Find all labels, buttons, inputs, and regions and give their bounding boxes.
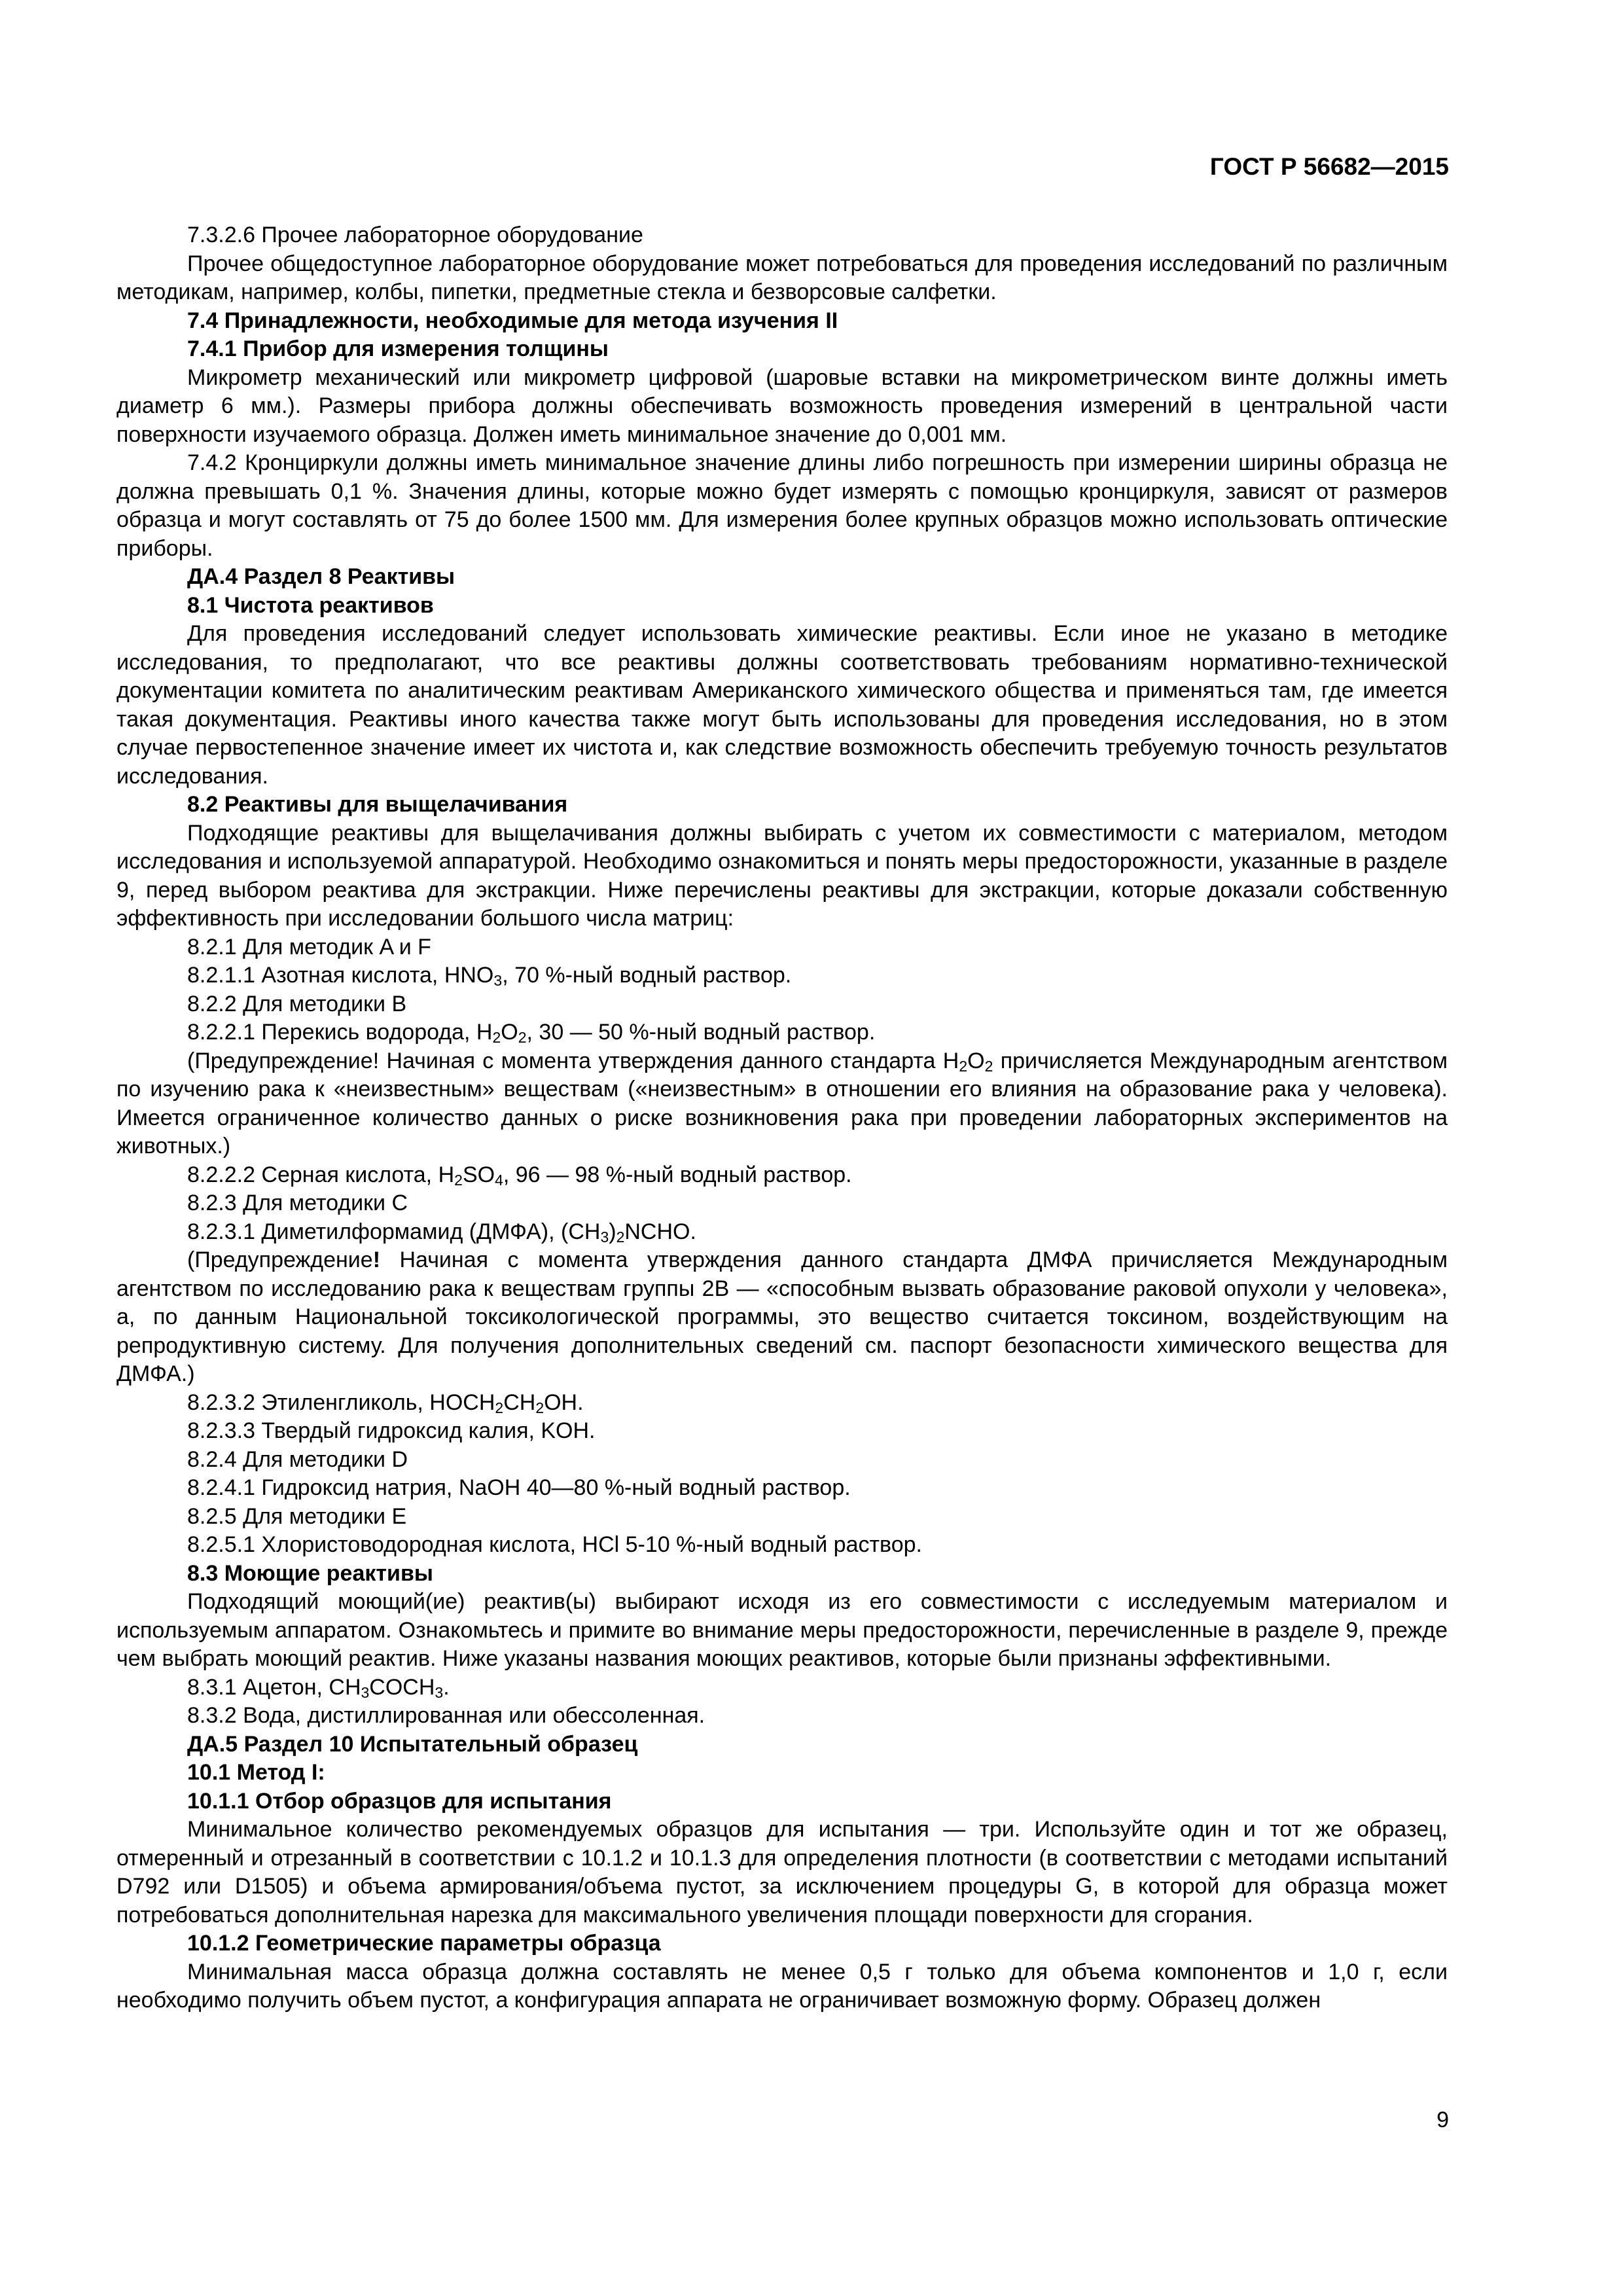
text-run: 8.2.3.2 Этиленгликоль, HOCH [187,1390,495,1415]
text-run: COCH [369,1674,435,1700]
section-heading: 8.2 Реактивы для выщелачивания [187,792,568,817]
paragraph: Минимальная масса образца должна составлять не менее 0,5 г только для объема компонентов и 1,0 г, если необходимо получить объем пустот, а конфигурация аппарата не ограничивает возможную форму. Образец должен [116,1959,1448,2013]
paragraph: 7.3.2.6 Прочее лабораторное оборудование [187,223,643,247]
paragraph: Прочее общедоступное лабораторное оборудование может потребоваться для проведения исследований по различным методикам, например, колбы, пипетки, предметные стекла и безворсовые салфетки. [116,251,1448,304]
subscript: 3 [435,1683,444,1701]
paragraph [116,1389,1448,1418]
paragraph: 8.2.4 Для методики D [187,1446,408,1472]
paragraph: 8.2.3.3 Твердый гидроксид калия, KOH. [187,1418,596,1443]
text-run: O [501,1020,518,1045]
text-run: CH [503,1390,536,1415]
section-heading: 10.1.2 Геометрические параметры образца [187,1931,661,1956]
subscript: 2 [518,1029,527,1046]
text-run: (Предупреждение [187,1247,373,1272]
section-heading: ДА.5 Раздел 10 Испытательный образец [187,1731,638,1757]
paragraph [116,1674,1448,1702]
paragraph [116,1218,1448,1247]
subscript: 3 [493,972,503,989]
text-run: причисляется Международным агентством по изучению рака к «неизвестным» веществам («неизвестным» в отношении его влияния на образование рака у человека). Имеется ограниченное количество данных о риске возникновения рака при проведении лабораторных экспериментов на животных.) [116,1048,1448,1158]
paragraph: Подходящие реактивы для выщелачивания должны выбирать с учетом их совместимости с материалом, методом исследования и используемой аппаратурой. Необходимо ознакомиться и понять меры предосторожности, указанные в разделе 9, перед выбором реактива для экстракции. Ниже перечислены реактивы для экстракции, которые доказали собственную эффективность при исследовании большого числа матриц: [116,820,1448,931]
subscript: 2 [454,1171,463,1189]
document-header: ГОСТ Р 56682—2015 [1209,153,1449,180]
text-run: , 96 — 98 %-ный водный раствор. [503,1162,852,1187]
paragraph [116,1047,1448,1161]
document-body [116,221,1448,2015]
paragraph: Подходящий моющий(ие) реактив(ы) выбирают исходя из его совместимости с исследуемым материалом и используемым аппаратом. Ознакомьтесь и примите во внимание меры предосторожности, перечисленные в разделе 9, прежде чем выбрать моющий реактив. Ниже указаны названия моющих реактивов, которые были признаны эффективными. [116,1589,1448,1671]
paragraph [116,961,1448,990]
section-heading: ДА.4 Раздел 8 Реактивы [187,564,455,589]
paragraph: Микрометр механический или микрометр цифровой (шаровые вставки на микрометрическом винте должны иметь диаметр 6 мм.). Размеры прибора должны обеспечивать возможность проведения измерений в центральной части поверхности изучаемого образца. Должен иметь минимальное значение до 0,001 мм. [116,365,1448,447]
page-number: 9 [1436,2108,1449,2132]
text-run: . [443,1674,450,1700]
bold-run: ! [372,1247,381,1272]
paragraph: 8.2.5.1 Хлористоводородная кислота, HCl 5-10 %-ный водный раствор. [187,1532,922,1557]
section-heading: 7.4.1 Прибор для измерения толщины [187,336,609,361]
paragraph: 8.2.4.1 Гидроксид натрия, NaOH 40—80 %-ный водный раствор. [187,1475,851,1500]
text-run: (Предупреждение! Начиная с момента утверждения данного стандарта H [187,1048,959,1073]
paragraph: 8.2.1 Для методик A и F [187,934,431,960]
paragraph: 8.2.2 Для методики B [187,991,407,1016]
text-run: 8.2.3.1 Диметилформамид (ДМФА), (CH [187,1219,601,1244]
subscript: 2 [495,1399,504,1416]
text-run: 8.2.2.1 Перекись водорода, H [187,1020,493,1045]
section-heading: 10.1 Метод I: [187,1760,325,1785]
text-run: , 30 — 50 %-ный водный раствор. [526,1020,876,1045]
text-run: O [967,1048,985,1073]
subscript: 2 [959,1057,968,1075]
paragraph: 7.4.2 Кронциркули должны иметь минимальное значение длины либо погрешность при измерении ширины образца не должна превышать 0,1 %. Значения длины, которые можно будет измерять с помощью кронциркуля, зависят от размеров образца и могут составлять от 75 до более 1500 мм. Для измерения более крупных образцов можно использовать оптические приборы. [116,450,1448,561]
text-run: 8.2.2.2 Серная кислота, H [187,1162,455,1187]
text-run: 8.3.1 Ацетон, CH [187,1674,361,1700]
subscript: 4 [495,1171,503,1189]
subscript: 2 [984,1057,993,1075]
paragraph: Для проведения исследований следует использовать химические реактивы. Если иное не указано в методике исследования, то предполагают, что все реактивы должны соответствовать требованиям нормативно-технической документации комитета по аналитическим реактивам Американского химического общества и применяться там, где имеется такая документация. Реактивы иного качества также могут быть использованы для проведения исследования, но в этом случае первостепенное значение имеет их чистота и, как следствие возможность обеспечить требуемую точность результатов исследования. [116,621,1448,789]
subscript: 2 [535,1399,544,1416]
subscript: 2 [492,1029,501,1046]
text-run: Начиная с момента утверждения данного стандарта ДМФА причисляется Международным агентством по исследованию рака к веществам группы 2B — «способным вызвать образование раковой опухоли у человека», а, по данным Национальной токсикологической программы, это вещество считается токсином, воздействующим на репродуктивную систему. Для получения дополнительных сведений см. паспорт безопасности химического вещества для ДМФА.) [116,1247,1448,1386]
paragraph [116,1246,1448,1389]
text-run: OH. [544,1390,584,1415]
subscript: 3 [600,1228,609,1246]
paragraph: 8.2.5 Для методики E [187,1503,407,1529]
paragraph: 8.2.3 Для методики C [187,1191,408,1215]
section-heading: 8.1 Чистота реактивов [187,592,434,618]
section-heading: 10.1.1 Отбор образцов для испытания [187,1788,612,1814]
subscript: 2 [616,1228,625,1246]
text-run: NCHO. [624,1219,696,1244]
subscript: 3 [361,1683,370,1701]
paragraph [116,1018,1448,1047]
paragraph: 8.3.2 Вода, дистиллированная или обессоленная. [187,1703,705,1728]
paragraph [116,1161,1448,1190]
section-heading: 8.3 Моющие реактивы [187,1560,433,1586]
section-heading: 7.4 Принадлежности, необходимые для метода изучения II [187,308,838,333]
paragraph: Минимальное количество рекомендуемых образцов для испытания — три. Используйте один и тот же образец, отмеренный и отрезанный в соответствии с 10.1.2 и 10.1.3 для определения плотности (в соответствии с методами испытаний D792 или D1505) и объема армирования/объема пустот, за исключением процедуры G, в которой для образца может потребоваться дополнительная нарезка для максимального увеличения площади поверхности для сгорания. [116,1817,1448,1928]
text-run: 8.2.1.1 Азотная кислота, HNO [187,963,494,988]
text-run: ) [609,1219,616,1244]
text-run: SO [462,1162,495,1187]
text-run: , 70 %-ный водный раствор. [502,963,792,988]
